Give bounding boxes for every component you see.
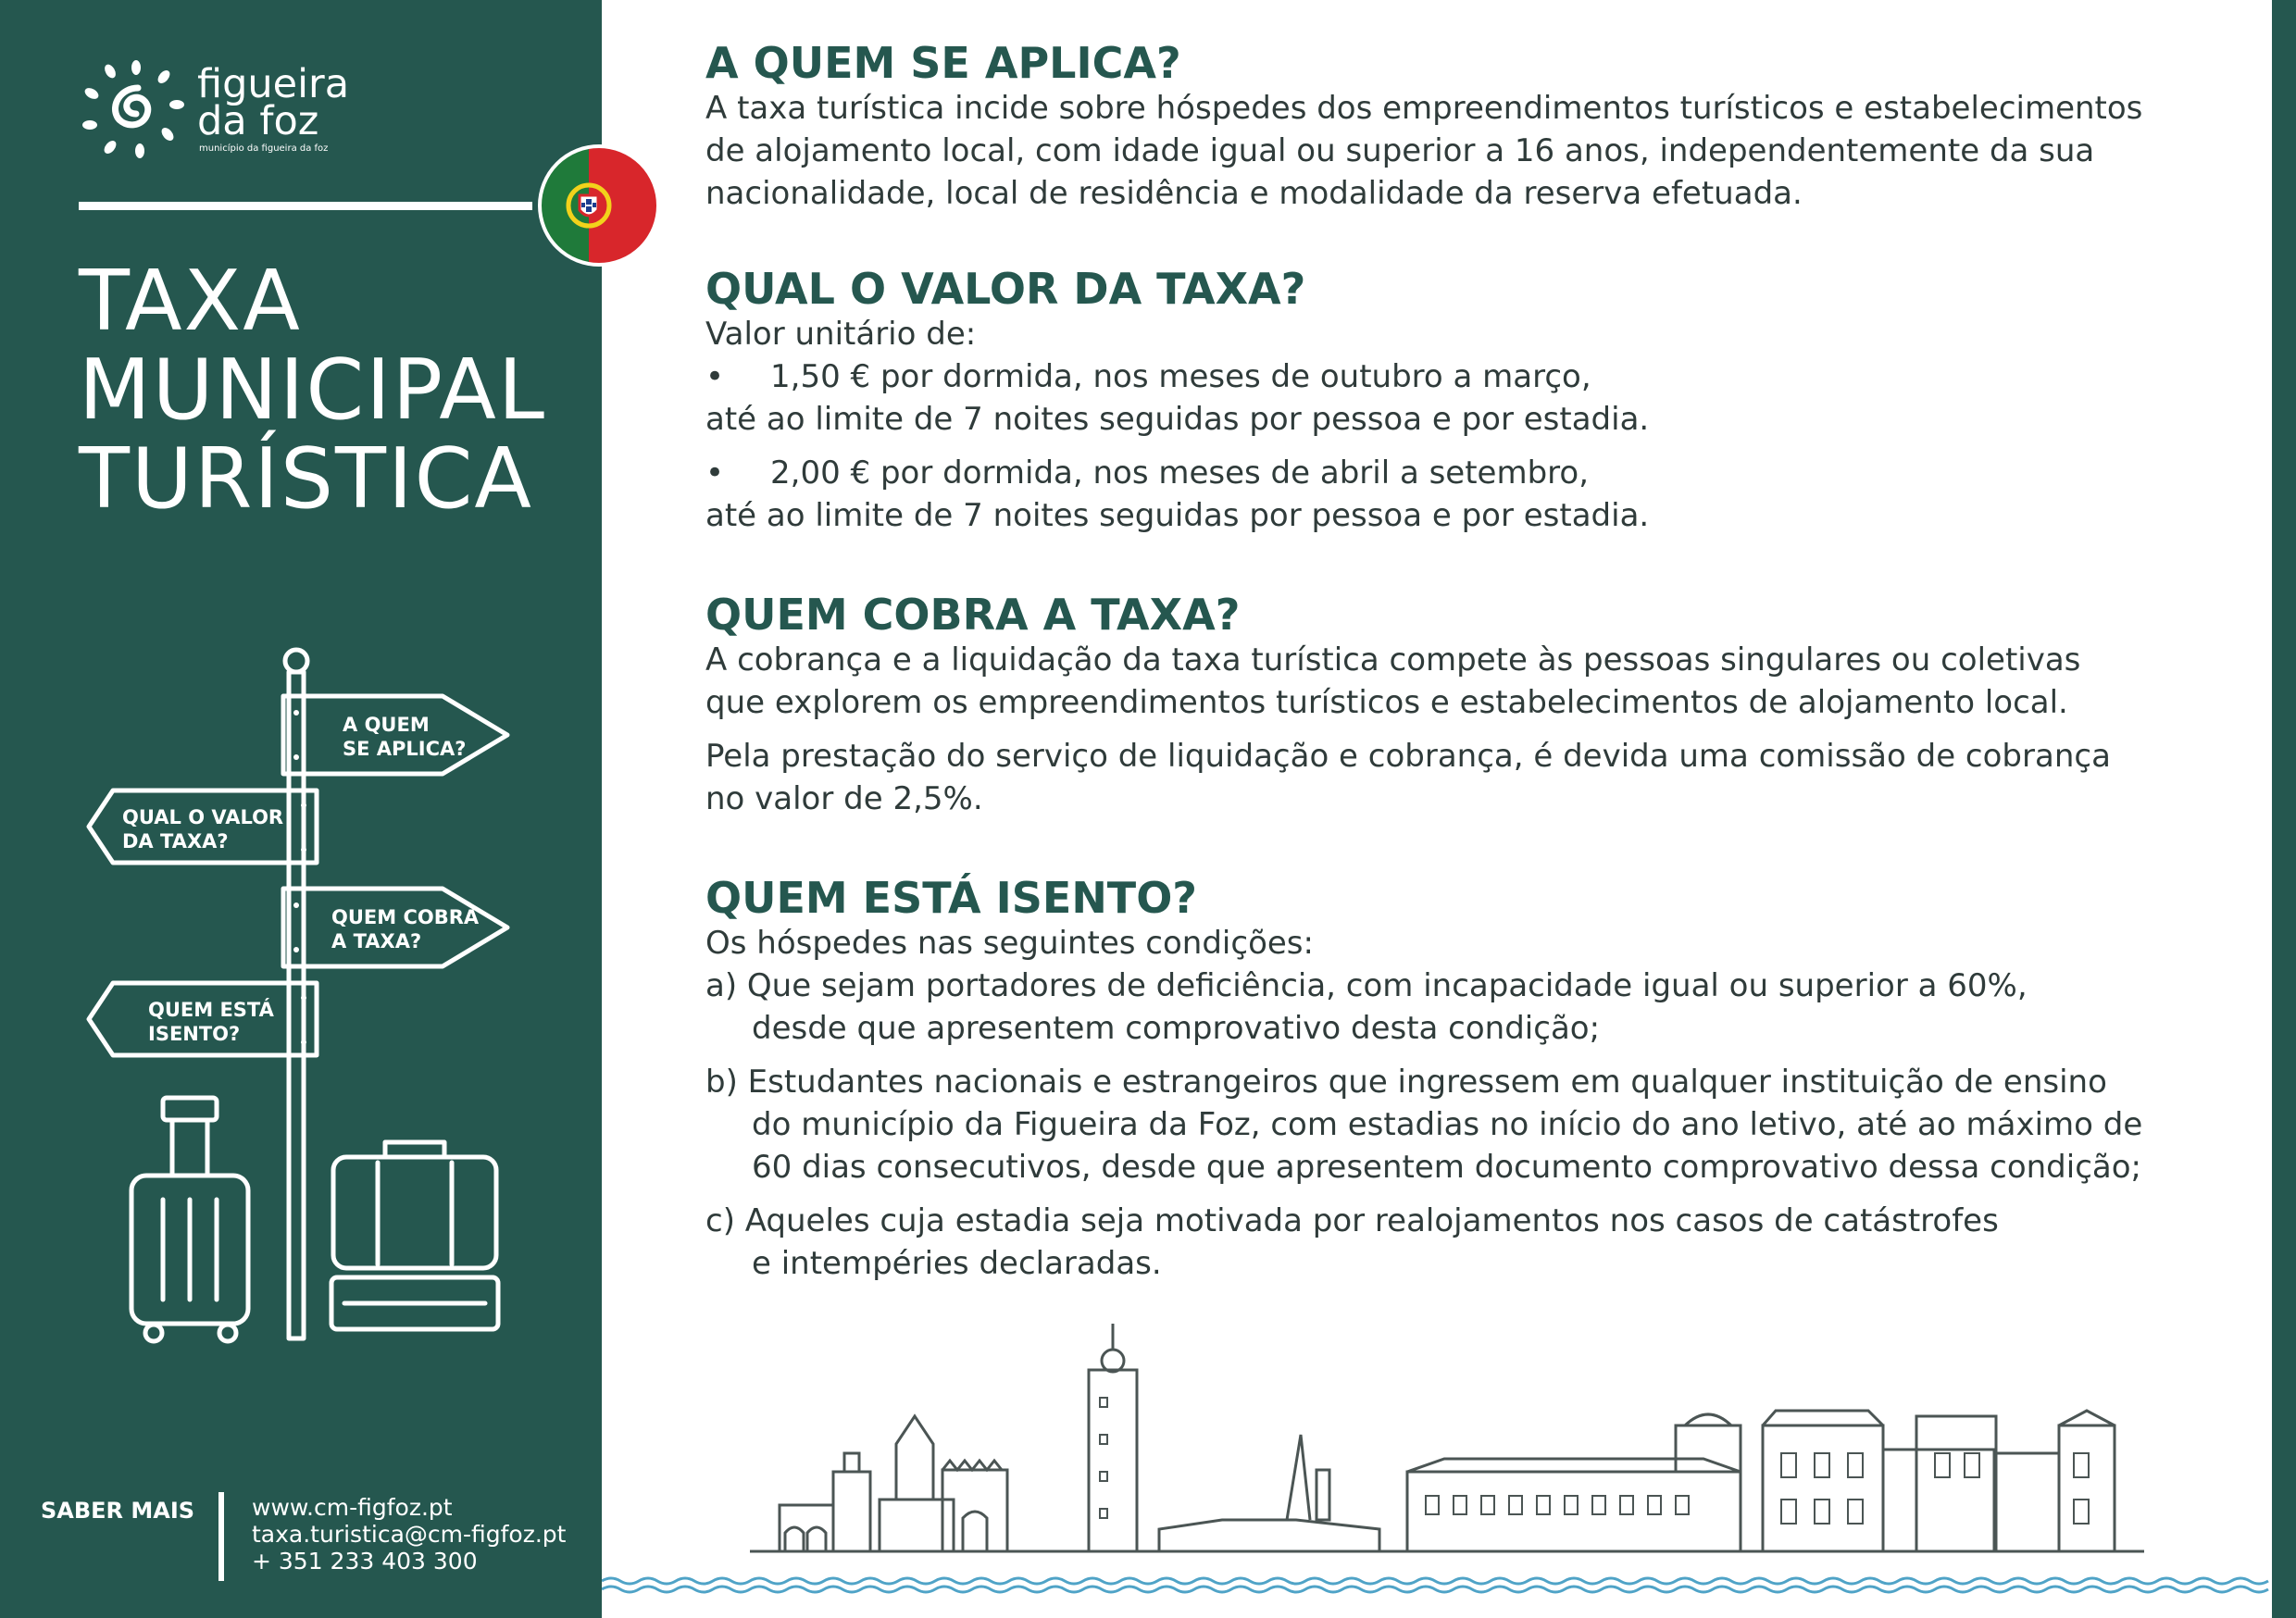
signpost-illustration [56, 639, 537, 1361]
paragraph-line: de alojamento local, com idade igual ou superior a 16 anos, independentemente da sua [705, 132, 2095, 169]
saber-mais-label: SABER MAIS [41, 1498, 195, 1524]
section-a-quem-se-aplica [705, 39, 2261, 215]
sign-4-line-2: ISENTO? [148, 1023, 241, 1045]
list-item-text: 2,00 € por dormida, nos meses de abril a setembro, [770, 454, 1590, 492]
list-item: a) Que sejam portadores de deficiência, com incapacidade igual ou superior a 60%, [705, 967, 2028, 1004]
section-quem-esta-isento [705, 874, 2261, 1285]
list-item [705, 355, 2261, 398]
list-item-continuation: do município da Figueira da Foz, com estadias no início do ano letivo, até ao máximo de [752, 1106, 2143, 1143]
list-item-continuation: até ao limite de 7 noites seguidas por pessoa e por estadia. [705, 401, 1650, 438]
sign-1-line-2: SE APLICA? [343, 738, 467, 760]
email-link[interactable]: taxa.turistica@cm-figfoz.pt [252, 1521, 567, 1548]
bullet: • [705, 358, 725, 395]
sign-2-line-1: QUAL O VALOR [122, 806, 284, 828]
paragraph-line: A cobrança e a liquidação da taxa turística compete às pessoas singulares ou coletivas [705, 641, 2081, 678]
suitcase-handle [163, 1098, 217, 1120]
paragraph-line: no valor de 2,5%. [705, 780, 983, 817]
clock-tower [1089, 1370, 1137, 1551]
paragraph-line: Pela prestação do serviço de liquidação e cobrança, é devida uma comissão de cobrança [705, 738, 2111, 775]
sun-swirl-icon [79, 60, 190, 162]
page-title [79, 253, 547, 528]
pole-top [285, 650, 307, 672]
intro-text: Valor unitário de: [705, 316, 977, 353]
paragraph-line: nacionalidade, local de residência e modalidade da reserva efetuada. [705, 175, 1803, 212]
sidebar [0, 0, 602, 1618]
sign-2-line-2: DA TAXA? [122, 830, 229, 853]
list-item-continuation: até ao limite de 7 noites seguidas por pessoa e por estadia. [705, 497, 1650, 534]
paragraph-line: A taxa turística incide sobre hóspedes dos empreendimentos turísticos e estabelecimentos [705, 90, 2143, 127]
bullet: • [705, 454, 725, 492]
paragraph-line: que explorem os empreendimentos turísticos e estabelecimentos de alojamento local. [705, 684, 2068, 721]
briefcase-icon [333, 1157, 496, 1268]
list-item: b) Estudantes nacionais e estrangeiros que ingressem em qualquer instituição de ensino [705, 1064, 2107, 1101]
header-divider [79, 202, 532, 210]
waves-decoration [602, 1574, 2272, 1596]
section-heading: A QUEM SE APLICA? [705, 38, 1181, 88]
contact-info [252, 1494, 566, 1574]
phone-number: + 351 233 403 300 [252, 1548, 478, 1574]
sign-3-line-1: QUEM COBRA [331, 906, 480, 928]
list-item [705, 452, 2261, 494]
section-quem-cobra [705, 591, 2261, 820]
sign-3-line-2: A TAXA? [331, 930, 422, 952]
sign-4-line-1: QUEM ESTÁ [148, 999, 274, 1021]
logo-line-1: figueira [197, 61, 350, 107]
list-item-text: 1,50 € por dormida, nos meses de outubro a março, [770, 358, 1591, 395]
footer-divider [218, 1492, 224, 1581]
section-heading: QUEM ESTÁ ISENTO? [705, 873, 1197, 923]
section-qual-o-valor [705, 265, 2261, 537]
website-link[interactable]: www.cm-figfoz.pt [252, 1494, 453, 1521]
city-skyline-illustration [741, 1314, 2148, 1555]
section-heading: QUEM COBRA A TAXA? [705, 590, 1241, 640]
list-item-continuation: desde que apresentem comprovativo desta condição; [752, 1010, 1601, 1047]
logo-wordmark [197, 61, 350, 144]
right-edge-strip [2272, 0, 2296, 1618]
sign-1-line-1: A QUEM [343, 714, 430, 736]
title-line-2: MUNICIPAL [79, 342, 547, 439]
long-building [1407, 1472, 1741, 1551]
portugal-flag-icon [537, 143, 661, 268]
list-item-continuation: 60 dias consecutivos, desde que apresentem documento comprovativo dessa condição; [752, 1149, 2141, 1186]
title-line-3: TURÍSTICA [79, 430, 533, 528]
logo-tagline: município da figueira da foz [199, 143, 329, 154]
figueira-da-foz-logo [79, 60, 375, 162]
logo-line-2: da foz [197, 98, 319, 144]
title-line-1: TAXA [79, 253, 302, 350]
list-item-continuation: e intempéries declaradas. [752, 1245, 1162, 1282]
intro-text: Os hóspedes nas seguintes condições: [705, 925, 1314, 962]
section-heading: QUAL O VALOR DA TAXA? [705, 264, 1306, 314]
list-item: c) Aqueles cuja estadia seja motivada por realojamentos nos casos de catástrofes [705, 1202, 1999, 1239]
